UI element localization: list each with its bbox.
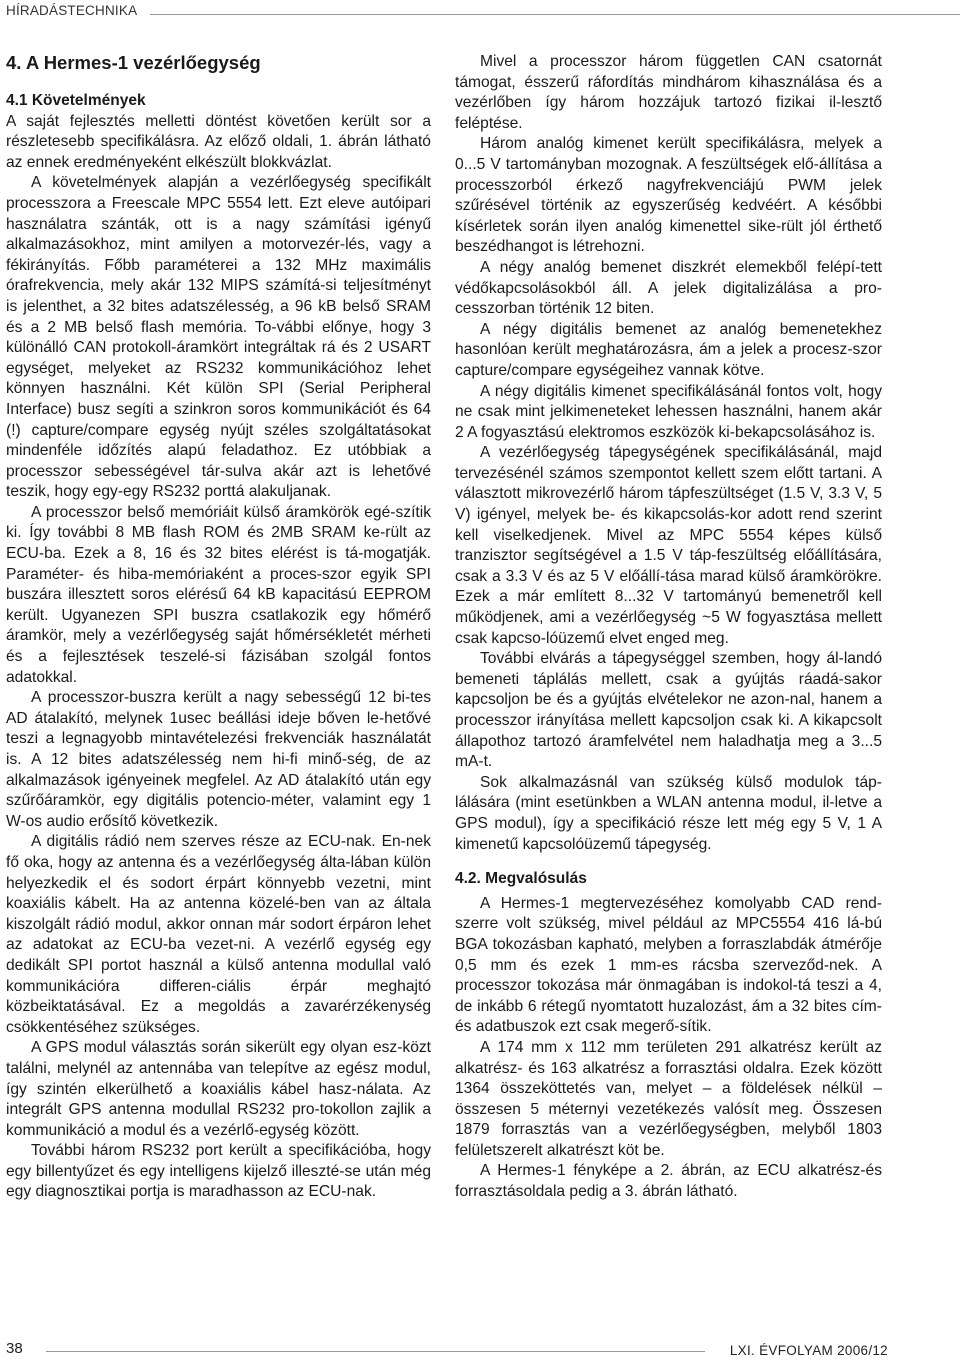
paragraph: A processzor belső memóriáit külső áramkörök egé-szítik ki. Így további 8 MB flash ROM és 2MB SRAM ke-rült az ECU-ba. Ezek a 8, 16 és 32 bites elérést is tá-mogatják. Paraméter- és hiba-memóriaként a proces-szor egyik SPI buszára illesztett soros elérésű 64 kB kapacitású EEPROM került. Ugyanezen SPI buszra csatlakozik egy hőmérő áramkör, mely a vezérlőegység saját hőmérsékletét mérheti és a fejlesztések teszelé-si fázisában szolgál fontos adatokkal. bbox=[6, 503, 431, 686]
footer-divider bbox=[46, 1351, 705, 1352]
chapter-title: 4. A Hermes-1 vezérlőegység bbox=[6, 52, 261, 73]
issue-label: LXI. ÉVFOLYAM 2006/12 bbox=[729, 1343, 888, 1358]
header-divider bbox=[150, 14, 960, 15]
paragraph: A digitális rádió nem szerves része az ECU-nak. En-nek fő oka, hogy az antenna és a vezérlőegység álta-lában külön helyezkedik el és sodort érpárt könnyebb vezetni, mint koaxiális kábelt. Ha az antenna közelé-ben van az általa kiszolgált rádió modul, akkor onnan már sodort érpáron lehet az adatokat az ECU-ba vezet-ni. A vezérlő egység egy dedikált SPI portot használ a külső antenna modullal való kommunikációra differen-ciális érpár meghajtó közbeiktatásával. Ez a megoldás a zavarérzékenység csökkentéséhez szükséges. bbox=[6, 833, 431, 1036]
paragraph: A saját fejlesztés melletti döntést követően került sor a részletesebb specifikálásra. Az előző oldali, 1. ábrán látható az ennek eredményeként elkészült blokkvázlat. bbox=[6, 112, 431, 171]
paragraph: A Hermes-1 megtervezéséhez komolyabb CAD rend-szerre volt szükség, mivel például az MPC5554 416 lá-bú BGA tokozásban kapható, melyben a forraszlabdák átmérője 0,5 mm és ezek 1 mm-es rácsba szerveződ-nek. A processzor tokozása már önmagában is indokol-tá teszi a 4, de inkább 6 rétegű nyomtatott huzalozást, ám a 32 bites cím- és adatbuszok ezt csak megerő-sítik. bbox=[455, 894, 882, 1036]
paragraph: A négy digitális kimenet specifikálásánál fontos volt, hogy ne csak mint jelkimeneteket lehessen használni, hanem akár 2 A fogyasztású elektromos eszközök ki-bekapcsolásához is. bbox=[455, 382, 882, 441]
paragraph: A GPS modul választás során sikerült egy olyan esz-közt találni, melynél az antennába van telepítve az egész modul, így szintén elkerülhető a koaxiális kábel hasz-nálata. Az integrált GPS antenna modullal RS232 pro-tokollon zajlik a kommunikáció a modul és a vezérlő-egység között. bbox=[6, 1039, 431, 1139]
left-column bbox=[6, 52, 431, 1203]
running-header: HÍRADÁSTECHNIKA bbox=[6, 3, 138, 18]
paragraph: A 174 mm x 112 mm területen 291 alkatrész került az alkatrész- és 163 alkatrész a forrasztási oldalra. Ezek között 1364 összeköttetés van, melyet – a földelések nélkül – összesen 5 méternyi vezetékezés valósít meg. Összesen 1879 forrasztás van a vezérlőegységben, melyből 1803 felületszerelt alkatrészt köt be. bbox=[455, 1038, 882, 1159]
paragraph: A négy digitális bemenet az analóg bemenetekhez hasonlóan került meghatározásra, ám a jelek a procesz-szor capture/compare egységeihez vannak kötve. bbox=[455, 320, 882, 379]
right-column bbox=[455, 52, 882, 1203]
paragraph: További elvárás a tápegységgel szemben, hogy ál-landó bemeneti táplálás mellett, csak a gyújtás ráadá-sakor kapcsoljon be és a gyújtás elvételekor ne azon-nal, hanem a processzor irányítása mellett kapcsoljon csak ki. A kikapcsolt állapothoz tartozó áramfelvétel nem haladhatja meg a 3...5 mA-t. bbox=[455, 650, 882, 771]
paragraph: A négy analóg bemenet diszkrét elemekből felépí-tett védőkapcsolásokból áll. A jelek digitalizálása a pro-cesszorban történik 12 biten. bbox=[455, 258, 882, 318]
section-title-4-2: 4.2. Megvalósulás bbox=[455, 870, 587, 888]
paragraph: A Hermes-1 fényképe a 2. ábrán, az ECU alkatrész-és forrasztásoldala pedig a 3. ábrán látható. bbox=[455, 1162, 882, 1201]
paragraph: További három RS232 port került a specifikációba, hogy egy billentyűzet és egy intelligens kijelző illeszté-se után még egy diagnosztikai portja is maradhasson az ECU-nak. bbox=[6, 1142, 431, 1201]
paragraph: A követelmények alapján a vezérlőegység specifikált processzora a Freescale MPC 5554 lett. Ezt eleve autóipari használatra szánták, ott is a nagy számítási igényű alkalmazásokhoz, mint amilyen a motorvezér-lés, vagy a fékirányítás. Főbb paraméterei a 132 MHz maximális órafrekvencia, mely akár 132 MIPS számítá-si teljesítményt is jelenthet, a 32 bites adatszélesség, a 96 kB belső SRAM és a 2 MB belső flash memória. To-vábbi előnye, hogy 3 különálló CAN protokoll-áramkört integráltak rá és 2 USART egységet, melyeket az RS232 kommunikációhoz lehet könnyen használni. Két külön SPI (Serial Peripheral Interface) busz segíti a szinkron soros kommunikációt és 64 (!) capture/compare egység nyújt széles szolgáltatásokat mindenféle időzítés alapú feladathoz. Ez utóbbiak a processzor sebességével tár-sulva akár azt is lehetővé teszik, hogy egy-egy RS232 porttá alakuljanak. bbox=[6, 174, 431, 501]
paragraph: A processzor-buszra került a nagy sebességű 12 bi-tes AD átalakító, melynek 1usec beállási ideje bőven le-hetővé teszi a legnagyobb mintavételezési frekvenciák használatát is. A 12 bites adatszélesség nem hi-fi minő-ség, de az alkalmazások igényeinek megfelel. Az AD átalakító után egy szűrőáramkör, egy digitális potencio-méter, valamint egy 1 W-os audio erősítő következik. bbox=[6, 689, 431, 830]
paragraph: Sok alkalmazásnál van szükség külső modulok táp-lálására (mint esetünkben a WLAN antenna modul, il-letve a GPS modul), így a specifikáció része lett még egy 5 V, 1 A kimenetű kapcsolóüzemű tápegység. bbox=[455, 773, 882, 853]
paragraph: A vezérlőegység tápegységének specifikálásánál, majd tervezésénél számos szempontot kellett szem előtt tartani. A választott mikrovezérlő három tápfeszültséget (1.5 V, 3.3 V, 5 V) igényel, melyek be- és kikapcsolás-kor adott rend szerint kell viselkedjenek. Mivel az MPC 5554 képes külső tranzisztor segítségével a 1.5 V táp-feszültség előállítására, csak a 3.3 V és az 5 V előállí-tása marad külső áramkörökre. Ezek a már említett 8...32 V tartományú bemenetről kell működjenek, ami a vezérlőegység ~5 W fogyasztása mellett csak kapcso-lóüzemű elvet enged meg. bbox=[455, 444, 882, 647]
section-title-4-1: 4.1 Követelmények bbox=[6, 92, 146, 109]
paragraph: Három analóg kimenet került specifikálásra, melyek a 0...5 V tartományban mozognak. A feszültségek elő-állítása a processzorból érkező nagyfrekvenciájú PWM jelek szűrésével történik az egyszerűség kedvéért. A későbbi kísérletek során ilyen analóg kimenettel sike-rült jól érthető beszédhangot is létrehozni. bbox=[455, 135, 882, 256]
paragraph: Mivel a processzor három független CAN csatornát támogat, ésszerű ráfordítás mindhárom kihasználása és a vezérlőben így három hozzájuk tartozó fizikai il-lesztő feléptése. bbox=[455, 53, 882, 132]
page-number: 38 bbox=[6, 1340, 23, 1357]
